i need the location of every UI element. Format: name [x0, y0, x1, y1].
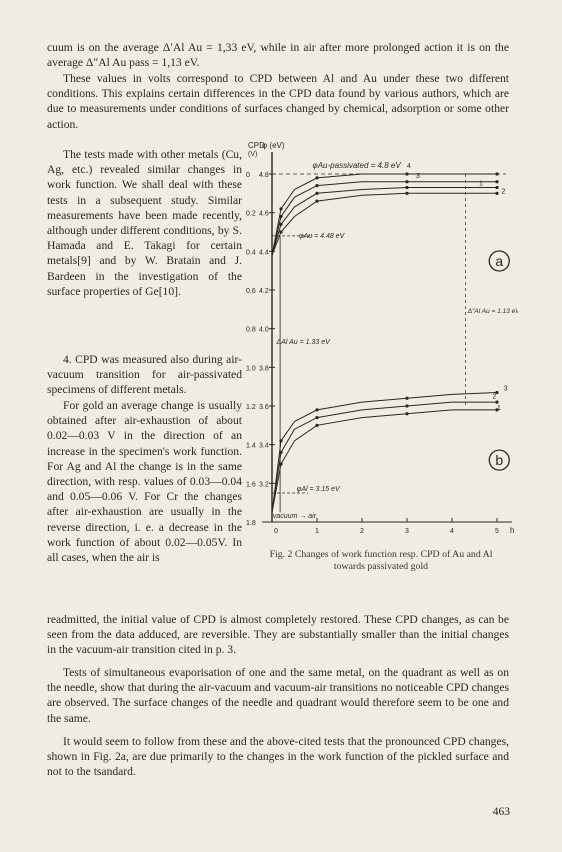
paragraph-4: 4. CPD was measured also during air-vacuum transition for air-passivated specimens of different metals.	[47, 353, 242, 397]
panel-a-series-3	[272, 182, 497, 256]
panel-a-series-4	[272, 174, 497, 255]
y-tick-label-cpd: 0.8	[246, 326, 256, 334]
x-tick-label: 5	[495, 528, 499, 535]
y-tick-label-phi: 4.6	[259, 210, 269, 218]
label-delta-vacuum: ΔAl Au = 1.33 eV	[276, 339, 330, 347]
y-tick-label-cpd: 1.2	[246, 404, 256, 411]
panel-b-series-2	[272, 402, 497, 512]
y-tick-label-phi: 3.4	[259, 442, 269, 450]
y-tick-label-phi: 3.8	[259, 365, 269, 373]
panel-a-point	[279, 230, 282, 233]
label-delta-passivated: Δ″Al Au = 1.13 eV	[467, 308, 518, 316]
panel-b-series-1	[272, 410, 497, 512]
x-tick-label: 0	[274, 528, 278, 535]
y-tick-label-cpd: 0.4	[246, 249, 256, 257]
label-au: φAu = 4.48 eV	[299, 232, 345, 240]
y-axis-title-left-unit: (V)	[248, 151, 258, 158]
y-tick-label-phi: 4.0	[259, 326, 269, 334]
y-tick-label-cpd: 1.4	[246, 442, 256, 450]
x-tick-label: 4	[450, 528, 454, 535]
paragraph-2: These values in volts correspond to CPD between Al and Au under these two different conditions. This explains certain differences in the CPD data found by various authors, which are due to measurements under conditions of surfaces changed by chemical, adsorption or some other action.	[47, 72, 509, 131]
panel-b-point	[315, 408, 318, 411]
figure-caption: Fig. 2 Changes of work function resp. CPD of Au and Al towards passivated gold	[269, 549, 493, 572]
label-vacuum-air: vacuum → air	[272, 513, 317, 521]
y-tick-label-cpd: 1.0	[246, 365, 256, 373]
panel-b-point	[279, 439, 282, 442]
panel-a-curve-number: 4	[407, 163, 411, 171]
panel-a-curve-number: 3	[416, 172, 420, 180]
panel-a-point	[315, 176, 318, 179]
paragraph-6: Tests of simultaneous evaporisation of one and the same metal, on the quadrant as well as on the needle, show that during the air-vacuum and vacuum-air transitions no noticeable CPD changes are observed. The surface changes of the needle and quadrant would therefore seem to be one and the same.	[47, 666, 509, 725]
panel-a-series-2	[272, 188, 497, 256]
y-tick-label-cpd: 0.6	[246, 288, 256, 295]
panel-a-series-1	[272, 193, 497, 255]
panel-a-point	[495, 172, 498, 175]
panel-letter-b: b	[495, 452, 504, 469]
label-al: φAl = 3.15 eV	[296, 486, 340, 494]
panel-a-point	[279, 207, 282, 210]
panel-b-point	[495, 401, 498, 404]
x-tick-label: 2	[360, 528, 364, 535]
y-tick-label-cpd: 0	[246, 172, 250, 179]
x-tick-label: 3	[405, 528, 409, 535]
paragraph-5: For gold an average change is usually obtained after air-exhaustion of about 0.02—0.03 V in the direction of an increase in the specimen's work function. For Ag and Al the change is in the same direction, with resp. values of 0.03—0.04 and 0.05—0.06 V. For Cr the changes after air-exhaustion are usually in the reverse direction, i. e. a decrease in the work function of about 0.02—0.05V. In all cases, when the air is	[47, 399, 242, 565]
panel-a-point	[405, 180, 408, 183]
panel-b-series-3	[272, 393, 497, 513]
y-tick-label-cpd: 1.8	[246, 520, 256, 527]
panel-b-point	[315, 416, 318, 419]
x-unit-label: h	[510, 526, 515, 535]
panel-a-point	[405, 172, 408, 175]
y-tick-label-phi: 3.6	[259, 404, 269, 411]
x-tick-label: 1	[315, 528, 319, 535]
cpd-chart	[244, 140, 518, 540]
page-number: 463	[492, 806, 510, 818]
panel-b-point	[315, 424, 318, 427]
panel-a-point	[405, 186, 408, 189]
paragraph-1: cuum is on the average Δ′Al Au = 1,33 eV, while in air after more prolonged action it is on the average Δ″Al Au pass = 1,13 eV.	[47, 41, 509, 70]
panel-a-point	[495, 180, 498, 183]
panel-letter-a: a	[495, 253, 504, 269]
panel-a-curve-number: 1	[479, 180, 483, 188]
panel-a-curve-number: 2	[501, 188, 506, 196]
paragraph-5-continued: readmitted, the initial value of CPD is almost completely restored. These CPD changes, as can be seen from the data adduced, are reversible. They are substantially smaller than the initial changes in the vacuum-air transition cited in p. 3.	[47, 613, 509, 657]
y-tick-label-phi: 4.4	[259, 249, 269, 257]
panel-b-point	[405, 397, 408, 400]
figure-2	[244, 140, 518, 540]
paragraph-3: The tests made with other metals (Cu, Ag, etc.) revealed similar changes in work function. We shall deal with these tests in a subsequent study. Similar measurements have been made recently, although under different conditions, by S. Hamada and E. Takagi for certain metals[9] and by W. Bratain and J. Bardeen in the investigation of the surface properties of Ge[10].	[47, 148, 242, 298]
label-au-passivated: φAu-passivated = 4.8 eV	[312, 161, 401, 171]
panel-a-point	[405, 192, 408, 195]
y-axis-title-right: φ (eV)	[262, 141, 285, 150]
panel-a-point	[315, 184, 318, 187]
panel-b-curve-number: 3	[503, 385, 508, 393]
panel-b-point	[405, 404, 408, 407]
y-tick-label-phi: 3.2	[259, 481, 269, 489]
y-tick-label-cpd: 1.6	[246, 481, 256, 489]
panel-a-point	[495, 192, 498, 195]
panel-b-curve-number: 2	[492, 393, 497, 401]
paragraph-7: It would seem to follow from these and the above-cited tests that the pronounced CPD changes, shown in Fig. 2a, are due primarily to the changes in the work function of the pickled surface and not to the tsandard.	[47, 735, 509, 779]
y-tick-label-cpd: 0.2	[246, 210, 256, 218]
y-tick-label-phi: 4.2	[259, 288, 269, 295]
panel-a-point	[315, 192, 318, 195]
panel-a-point	[315, 199, 318, 202]
panel-b-curve-number: 1	[497, 404, 501, 412]
panel-a-point	[495, 186, 498, 189]
y-axis-title-left: CPD	[248, 141, 265, 150]
panel-b-point	[405, 412, 408, 415]
y-tick-label-phi: 4.8	[259, 172, 269, 179]
